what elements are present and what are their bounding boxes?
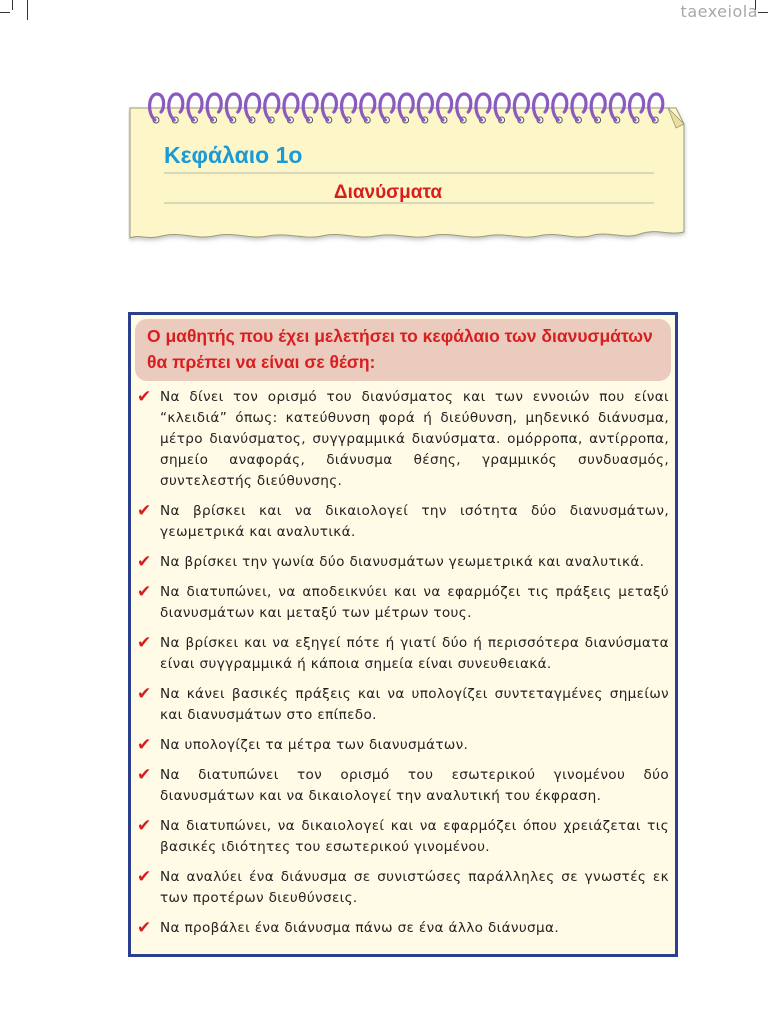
goal-text: Να βρίσκει και να εξηγεί πότε ή γιατί δύο ή περισσότερα διανύσματα είναι συγγραμμικά ή κάποια σημεία είναι συνευθειακά. [160, 635, 669, 672]
check-icon: ✔ [137, 735, 152, 755]
check-icon: ✔ [137, 633, 152, 653]
goal-text: Να διατυπώνει τον ορισμό του εσωτερικού γινομένου δύο διανυσμάτων και να δικαιολογεί την αναλυτική του έκφραση. [160, 767, 669, 804]
check-icon: ✔ [137, 918, 152, 938]
goal-text: Να υπολογίζει τα μέτρα των διανυσμάτων. [160, 737, 469, 753]
check-icon: ✔ [137, 765, 152, 785]
goal-text: Να διατυπώνει, να αποδεικνύει και να εφαρμόζει τις πράξεις μεταξύ διανυσμάτων και μεταξύ των μέτρων τους. [160, 584, 669, 621]
check-icon: ✔ [137, 501, 152, 521]
goal-item [135, 765, 669, 807]
watermark-text: taexeiola [680, 2, 758, 21]
goals-list [131, 381, 675, 939]
goal-text: Να διατυπώνει, να δικαιολογεί και να εφαρμόζει όπου χρειάζεται τις βασικές ιδιότητες του εσωτερικού γινομένου. [160, 818, 669, 855]
goal-item [135, 918, 669, 939]
goal-item [135, 552, 669, 573]
goal-text: Να βρίσκει την γωνία δύο διανυσμάτων γεωμετρικά και αναλυτικά. [160, 554, 645, 570]
goals-heading: Ο μαθητής που έχει μελετήσει το κεφάλαιο των διανυσμάτων θα πρέπει να είναι σε θέση: [135, 319, 671, 381]
check-icon: ✔ [137, 387, 152, 407]
chapter-title: Κεφάλαιο 1ο [164, 142, 303, 168]
chapter-subtitle: Διανύσματα [333, 182, 443, 203]
check-icon: ✔ [137, 552, 152, 572]
goal-item [135, 501, 669, 543]
goal-item [135, 633, 669, 675]
goal-item [135, 816, 669, 858]
crop-mark-top-left-v2 [27, 0, 28, 20]
check-icon: ✔ [137, 582, 152, 602]
crop-mark-top-left-v [12, 0, 13, 10]
chapter-notebook-header [128, 90, 688, 250]
goal-text: Να κάνει βασικές πράξεις και να υπολογίζει συντεταγμένες σημείων και διανυσμάτων στο επίπεδο. [160, 686, 669, 723]
goal-text: Να δίνει τον ορισμό του διανύσματος και των εννοιών που είναι “κλειδιά” όπως: κατεύθυνση φορά ή διεύθυνση, μηδενικό διάνυσμα, μέτρο διανύσματος, συγγραμμικά διανύσματα. ομόρροπα, αντίρροπα, σημείο αναφοράς, διάνυσμα θέσης, γραμμικός συνδυασμός, συντελεστής διεύθυνσης. [160, 389, 669, 489]
goal-item [135, 582, 669, 624]
goal-text: Να βρίσκει και να δικαιολογεί την ισότητα δύο διανυσμάτων, γεωμετρικά και αναλυτικά. [160, 503, 669, 540]
goal-item [135, 387, 669, 492]
goal-item [135, 684, 669, 726]
notebook-paper [128, 90, 688, 250]
goal-item [135, 735, 669, 756]
goal-text: Να αναλύει ένα διάνυσμα σε συνιστώσες παράλληλες σε γνωστές εκ των προτέρων διευθύνσεις. [160, 869, 669, 906]
check-icon: ✔ [137, 867, 152, 887]
crop-mark-top-right-h [758, 12, 768, 13]
learning-goals-box [128, 312, 678, 957]
check-icon: ✔ [137, 684, 152, 704]
crop-mark-top-left-h [0, 12, 10, 13]
goal-text: Να προβάλει ένα διάνυσμα πάνω σε ένα άλλο διάνυσμα. [160, 920, 560, 936]
goal-item [135, 867, 669, 909]
check-icon: ✔ [137, 816, 152, 836]
